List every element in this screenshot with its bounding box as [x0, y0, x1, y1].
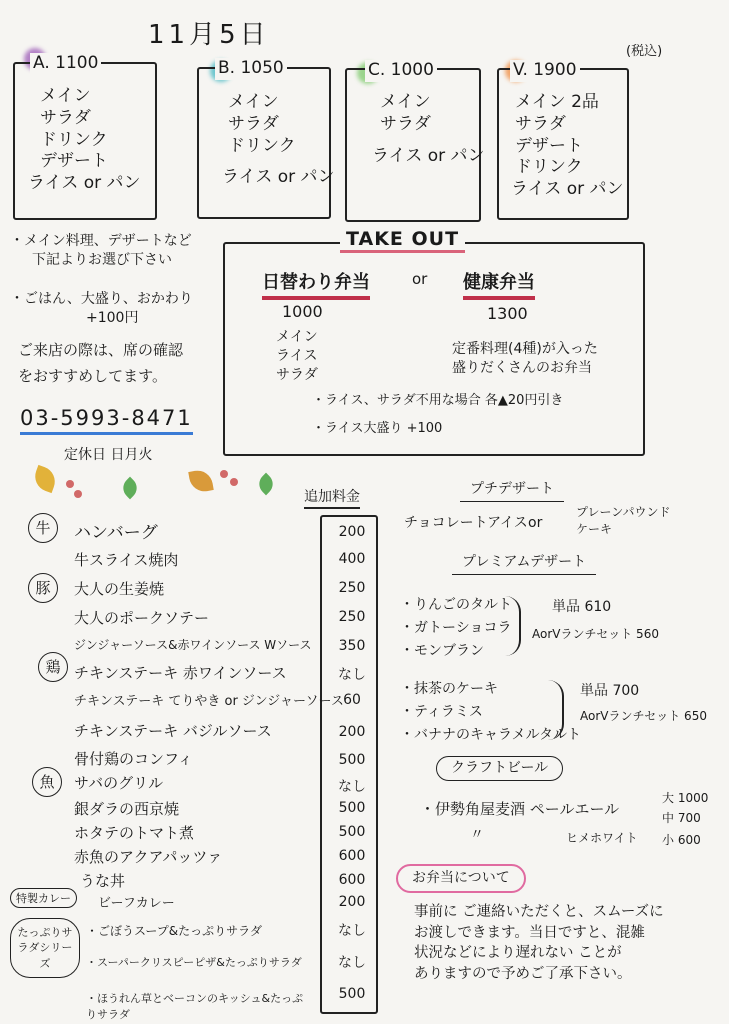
phone-number[interactable]: 03-5993-8471 [20, 406, 193, 435]
note-rice-refill: ・ごはん、大盛り、おかわり +100円 [10, 291, 193, 326]
menu-item: ・スーパークリスピーピザ&たっぷりサラダ [86, 956, 302, 969]
green-leaf-icon [119, 477, 142, 500]
menu-item: ビーフカレー [98, 896, 175, 911]
category-salad: たっぷりサラダシリーズ [10, 918, 80, 978]
bento-note-body: 事前に ご連絡いただくと、スムーズに お渡しできます。当日ですと、混雑 状況などにより遅れない ことが ありますので予めご了承下さい。 [414, 904, 664, 982]
set-c-label: C. 1000 [365, 60, 437, 82]
bento2-desc: 定番料理(4種)が入った 盛りだくさんのお弁当 [452, 341, 598, 376]
bento1-title: 日替わり弁当 [262, 268, 370, 300]
premium-group-2: ・抹茶のケーキ ・ティラミス ・バナナのキャラメルタルト [400, 681, 582, 744]
bento-or: or [412, 270, 428, 288]
menu-price: なし [338, 955, 366, 971]
note-reservation: ご来店の際は、席の確認 をおすすめしてます。 [18, 341, 184, 386]
menu-item: チキンステーキ 赤ワインソース [74, 664, 287, 682]
bento2-title: 健康弁当 [463, 268, 535, 300]
bento-note-title: お弁当について [396, 864, 526, 893]
green-leaf-icon-2 [255, 473, 278, 496]
maple-leaf-icon-2 [188, 468, 213, 493]
group1-single-price: 単品 610 [552, 599, 612, 615]
menu-price: 200 [338, 724, 366, 740]
menu-item: ・ごぼうスープ&たっぷりサラダ [86, 924, 263, 938]
set-c-items: メイン サラダ ライス or パン [372, 92, 485, 166]
petit-dessert-or: or [528, 515, 543, 531]
takeout-note-large: ・ライス大盛り +100 [312, 421, 443, 436]
menu-item: 銀ダラの西京焼 [74, 800, 180, 818]
set-b-label: B. 1050 [215, 58, 287, 80]
group2-single-price: 単品 700 [580, 683, 640, 699]
group1-set-price: AorVランチセット 560 [532, 627, 659, 641]
extra-charge-header: 追加料金 [304, 488, 360, 509]
takeout-note-discount: ・ライス、サラダ不用な場合 各▲20円引き [312, 393, 564, 408]
menu-price: 400 [338, 551, 366, 567]
menu-price: 500 [338, 800, 366, 816]
premium-group-1: ・りんごのタルト ・ガトーショコラ ・モンブラン [400, 597, 512, 660]
menu-item: 大人の生姜焼 [74, 580, 165, 598]
tax-note: (税込) [626, 44, 663, 59]
menu-item: ジンジャーソース&赤ワインソース Wソース [74, 638, 312, 652]
premium-dessert-title: プレミアムデザート [452, 553, 596, 575]
set-v-items: メイン 2品 サラダ デザート ドリンク ライス or パン [511, 92, 624, 199]
date-heading: 11月5日 [148, 20, 270, 50]
category-pork: 豚 [28, 573, 58, 603]
menu-item: 骨付鶏のコンフィ [74, 750, 193, 768]
closed-days: 定休日 日月火 [64, 447, 153, 463]
menu-price: 200 [338, 524, 366, 540]
menu-item: 牛スライス焼肉 [74, 551, 179, 569]
beer-size-small: 小 600 [662, 833, 701, 847]
menu-item: うな丼 [80, 872, 126, 890]
note-main-choice: ・メイン料理、デザートなど 下記よりお選び下さい [10, 233, 192, 268]
bento1-price: 1000 [282, 302, 323, 321]
menu-item: サバのグリル [74, 774, 164, 792]
beer-2: ヒメホワイト [566, 831, 638, 845]
menu-price: なし [338, 667, 366, 683]
menu-item: ハンバーグ [74, 523, 158, 543]
menu-price: 250 [338, 580, 366, 596]
maple-leaf-icon [31, 465, 59, 493]
menu-price: 500 [338, 986, 366, 1002]
bento2-price: 1300 [487, 304, 528, 323]
petit-dessert-1: チョコレートアイス [404, 515, 528, 531]
category-chicken: 鶏 [38, 652, 68, 682]
menu-price: 500 [338, 824, 366, 840]
menu-price: なし [338, 779, 366, 795]
bracket-2 [548, 680, 564, 740]
menu-price: 350 [338, 638, 366, 654]
craft-beer-title: クラフトビール [436, 756, 563, 781]
set-a-label: A. 1100 [30, 53, 101, 75]
bento1-items: メイン ライス サラダ [276, 329, 318, 383]
menu-item: チキンステーキ バジルソース [74, 722, 272, 740]
menu-price: 250 [338, 609, 366, 625]
set-a-items: メイン サラダ ドリンク デザート ライス or パン [28, 86, 141, 193]
menu-price: 600 [338, 872, 366, 888]
menu-item: 大人のポークソテー [74, 609, 210, 627]
beer-ditto: 〃 [470, 827, 484, 843]
petit-dessert-2: プレーンパウンドケーキ [576, 505, 671, 536]
group2-set-price: AorVランチセット 650 [580, 709, 707, 723]
takeout-title: TAKE OUT [340, 228, 465, 253]
category-fish: 魚 [32, 767, 62, 797]
category-curry: 特製カレー [10, 888, 77, 908]
menu-item: ホタテのトマト煮 [74, 824, 195, 842]
menu-item: チキンステーキ てりやき or ジンジャーソース [74, 694, 344, 709]
menu-item: 赤魚のアクアパッツァ [74, 848, 223, 866]
menu-price: 200 [338, 894, 366, 910]
category-beef: 牛 [28, 513, 58, 543]
menu-item: ・ほうれん草とベーコンのキッシュ&たっぷりサラダ [86, 992, 304, 1021]
beer-size-large: 大 1000 [662, 791, 709, 805]
set-b-items: メイン サラダ ドリンク ライス or パン [222, 92, 335, 188]
menu-price: 60 [343, 692, 361, 708]
bracket-1 [505, 596, 521, 656]
menu-price: 600 [338, 848, 366, 864]
set-v-label: V. 1900 [510, 60, 580, 82]
menu-price: なし [338, 923, 366, 939]
beer-size-medium: 中 700 [662, 811, 701, 825]
beer-1: ・伊勢角屋麦酒 ペールエール [420, 800, 620, 818]
petit-dessert-title: プチデザート [460, 480, 564, 502]
menu-price: 500 [338, 752, 366, 768]
